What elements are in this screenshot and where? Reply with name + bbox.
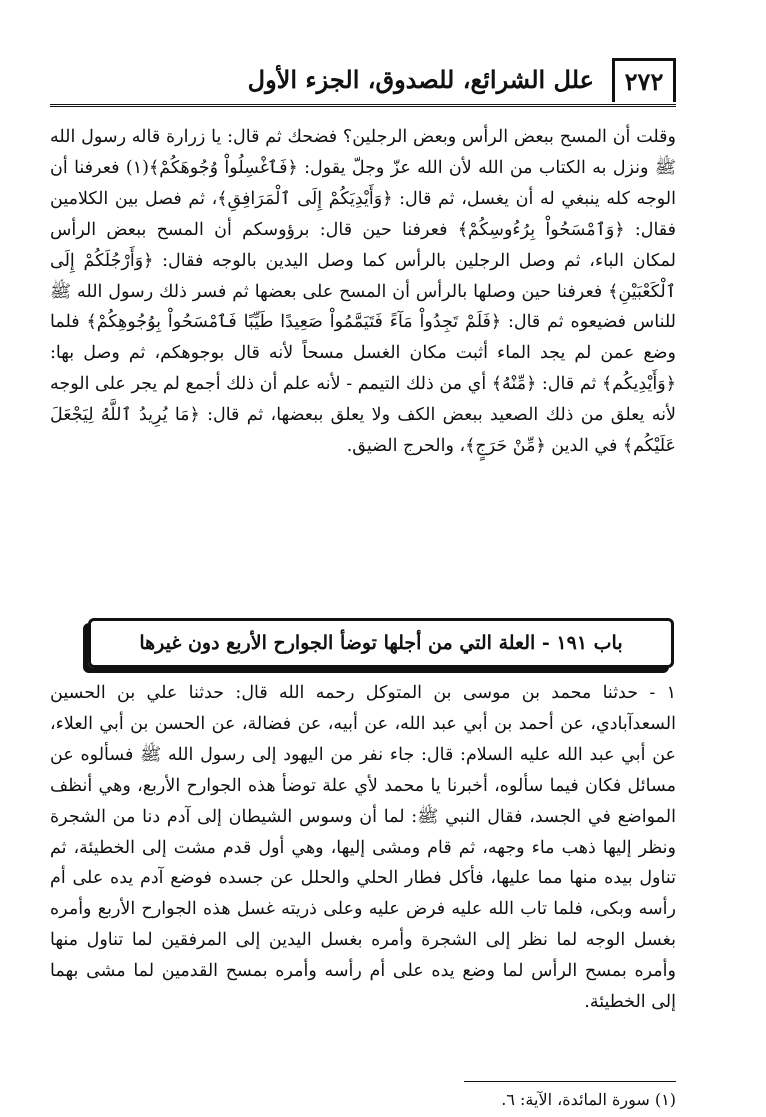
chapter-heading: باب ١٩١ - العلة التي من أجلها توضأ الجوارح الأربع دون غيرها	[88, 618, 674, 668]
footnote-divider	[464, 1081, 676, 1082]
page-number: ٢٧٢	[612, 58, 676, 102]
body-paragraph-1: وقلت أن المسح ببعض الرأس وبعض الرجلين؟ فضحك ثم قال: يا زرارة قاله رسول الله ﷺ ونزل به الكتاب من الله لأن الله عزّ وجلّ يقول: ﴿فَٱغْسِلُواْ وُجُوهَكُمْ﴾(١) فعرفنا أن الوجه كله ينبغي له أن يغسل، ثم قال: ﴿وَأَيْدِيَكُمْ إِلَى ٱلْمَرَافِقِ﴾، ثم فصل بين الكلامين فقال: ﴿وَٱمْسَحُواْ بِرُءُوسِكُمْ﴾ فعرفنا حين قال: برؤوسكم أن المسح ببعض الرأس لمكان الباء، ثم وصل الرجلين بالرأس كما وصل اليدين بالوجه فقال: ﴿وَأَرْجُلَكُمْ إِلَى ٱلْكَعْبَيْنِ﴾ فعرفنا حين وصلها بالرأس أن المسح على بعضها ثم فسر ذلك رسول الله ﷺ للناس فضيعوه ثم قال: ﴿فَلَمْ تَجِدُواْ مَآءً فَتَيَمَّمُواْ صَعِيدًا طَيِّبًا فَٱمْسَحُواْ بِوُجُوهِكُمْ﴾ فلما وضع عمن لم يجد الماء أثبت مكان الغسل مسحاً لأنه قال بوجوهكم، ثم وصل بها: ﴿وَأَيْدِيكُم﴾ ثم قال: ﴿مِّنْهُ﴾ أي من ذلك التيمم - لأنه علم أن ذلك أجمع لم يجر على الوجه لأنه يعلق من ذلك الصعيد ببعض الكف ولا يعلق ببعضها، ثم قال: ﴿مَا يُرِيدُ ٱللَّهُ لِيَجْعَلَ عَلَيْكُم﴾ في الدين ﴿مِّنْ حَرَجٍ﴾، والحرج الضيق.	[50, 127, 677, 457]
body-paragraph-2: ١ - حدثنا محمد بن موسى بن المتوكل رحمه الله قال: حدثنا علي بن الحسين السعدآبادي، عن أحمد بن أبي عبد الله، عن أبيه، عن فضالة، عن الحسن بن أبي العلاء، عن أبي عبد الله عليه السلام: قال: جاء نفر من اليهود إلى رسول الله ﷺ فسألوه عن مسائل فكان فيما سألوه، أخبرنا يا محمد لأي علة توضأ هذه الجوارح الأربع، وهي أنظف المواضع في الجسد، فقال النبي ﷺ: لما أن وسوس الشيطان إلى آدم دنا من الشجرة ونظر إليها ذهب ماء وجهه، ثم قام ومشى إليها، وهي أول قدم مشت إلى الخطيئة، ثم تناول بيده منها مما عليها، فأكل فطار الحلي والحلل عن جسده فوضع آدم يده على أم رأسه وبكى، فلما تاب الله عليه فرض عليه وعلى ذريته غسل هذه الجوارح الأربع وأمره بغسل الوجه لما نظر إلى الشجرة وأمره بغسل اليدين إلى المرفقين لما تناول منها وأمره بمسح الرأس لما وضع يده على أم رأسه وأمره بمسح القدمين لما مشى بهما إلى الخطيئة.	[50, 683, 676, 1013]
page-header	[50, 58, 676, 107]
running-title: علل الشرائع، للصدوق، الجزء الأول	[247, 65, 594, 94]
book-page	[50, 58, 677, 1109]
footnote: (١) سورة المائدة، الآية: ٦.	[501, 1090, 676, 1109]
